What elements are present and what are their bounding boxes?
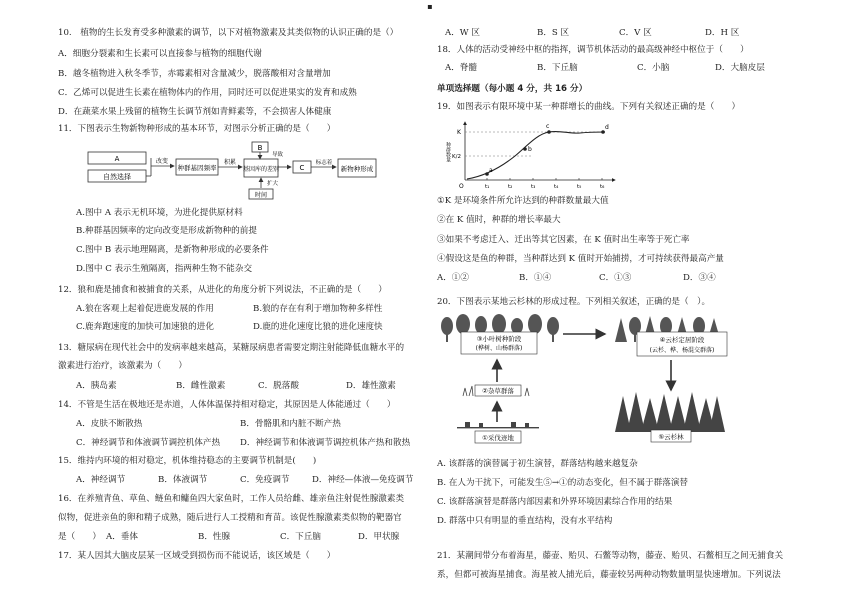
q11-option-b: B.种群基因频率的定向改变是形成新物种的前提 <box>76 226 257 236</box>
q17-option-a: A．W 区 <box>445 28 480 38</box>
point-c <box>547 130 551 134</box>
q15-stem: 15．维持内环境的相对稳定，机体维持稳态的主要调节机制是( ) <box>58 456 317 466</box>
k-half-label: K/2 <box>452 154 461 160</box>
stage2-label: ②杂草群落 <box>482 387 514 395</box>
x-tick-label: t₂ <box>508 184 513 190</box>
q20-option-b: B. 在人为干扰下，可能发生⑤→①的动态变化，但不属于群落演替 <box>437 478 689 488</box>
q14-option-d: D．神经调节和体液调节调控机体产热和散热 <box>240 438 411 448</box>
q13-option-c: C．脱落酸 <box>258 381 299 391</box>
stage4-label: ④云杉定居阶段 <box>659 336 705 344</box>
q21-line1: 21．某潮间带分布着海星，藤壶、贻贝、石鳖等动物，藤壶、贻贝、石鳖相互之间无捕食关 <box>437 551 784 561</box>
x-tick-label: t₁ <box>485 184 490 190</box>
point-a-label: a <box>489 167 493 174</box>
q19-statement-4: ④假设这是鱼的种群，当种群达到 K 值时开始捕捞，才可持续获得最高产量 <box>437 254 724 264</box>
q19-option-a: A．①② <box>437 273 469 283</box>
q20-succession-diagram <box>437 314 732 452</box>
point-b <box>523 147 527 151</box>
stage1-label: ①采伐迹地 <box>482 434 514 442</box>
q13-option-d: D．雄性激素 <box>346 381 396 391</box>
q17-option-b: B．S 区 <box>537 28 570 38</box>
q15-option-b: B．体液调节 <box>158 475 208 485</box>
q19-statement-2: ②在 K 值时，种群的增长率最大 <box>437 215 561 225</box>
point-c-label: c <box>546 123 550 130</box>
k-label: K <box>457 129 461 136</box>
q14-option-a: A．皮肤不断散热 <box>76 419 143 429</box>
q20-option-d: D. 群落中只有明显的垂直结构，没有水平结构 <box>437 516 613 526</box>
q17-stem: 17．某人因其大脑皮层某一区域受到损伤而不能说话，该区域是（ ） <box>58 551 336 561</box>
q12-option-d: D.鹿的进化速度比狼的进化速度快 <box>253 322 383 332</box>
q10-option-a: A．细胞分裂素和生长素可以直接参与植物的细胞代谢 <box>58 49 262 59</box>
q19-statement-3: ③如果不考虑迁入、迁出等其它因素，在 K 值时出生率等于死亡率 <box>437 235 690 245</box>
q18-option-c: C．小脑 <box>637 63 670 73</box>
q13-option-b: B．雌性激素 <box>176 381 226 391</box>
q10-option-b: B．越冬植物进入秋冬季节，赤霉素相对含量减少，脱落酸相对含量增加 <box>58 69 331 79</box>
y-axis-label: 种群数量 <box>445 142 451 162</box>
q16-option-b: B．性腺 <box>198 532 231 542</box>
stage4-sublabel: (云杉、桦、杨混交群落) <box>649 347 715 354</box>
q14-option-c: C．神经调节和体液调节调控机体产热 <box>76 438 221 448</box>
q16-option-d: D．甲状腺 <box>358 532 400 542</box>
q16-stem-line2: 似物，促进亲鱼的卵和精子成熟，随后进行人工授精和育苗。该促性腺激素类似物的靶器官 <box>58 513 402 523</box>
right-column <box>437 0 832 607</box>
q11-option-c: C.图中 B 表示地理隔离，是新物种形成的必要条件 <box>76 245 269 255</box>
time-label: 时间 <box>254 192 268 199</box>
box-gene-pool-label: 基因库的差别 <box>242 166 280 173</box>
q12-option-c: C.鹿奔跑速度的加快可加速狼的进化 <box>76 322 214 332</box>
q18-option-a: A．脊髓 <box>445 63 477 73</box>
q20-stem: 20．下图表示某地云杉林的形成过程。下列相关叙述，正确的是（ ）。 <box>437 297 711 307</box>
q17-option-d: D．H 区 <box>705 28 740 38</box>
q11-option-d: D.图中 C 表示生殖隔离，指两种生物不能杂交 <box>76 264 253 274</box>
q13-stem-line1: 13．糖尿病在现代社会中的发病率越来越高，某糖尿病患者需要定期注射能降低血糖水平的 <box>58 343 405 353</box>
q18-option-b: B．下丘脑 <box>537 63 578 73</box>
x-tick-label: t₄ <box>554 184 559 190</box>
x-tick-label: t₃ <box>531 184 536 190</box>
box-b-label: B <box>257 144 263 152</box>
stage1-stumps <box>457 422 539 428</box>
x-tick-label: t₆ <box>600 184 605 190</box>
lead-label: 导致 <box>272 152 284 158</box>
box-new-species-label: 新物种形成 <box>340 165 374 173</box>
x-tick-label: t₅ <box>577 184 582 190</box>
q21-line2: 系，但都可被海星捕食。海星被人捕光后，藤壶较另两种动物数量明显快速增加。下列说法 <box>437 570 781 580</box>
q14-option-b: B．骨骼肌和内脏不断产热 <box>240 419 341 429</box>
q16-stem-line1: 16．在养殖青鱼、草鱼、鲢鱼和鳙鱼四大家鱼时，工作人员给雌、雄亲鱼注射促性腺激素类 <box>58 494 405 504</box>
box-a-label: A <box>114 155 120 163</box>
q17-option-c: C．V 区 <box>619 28 652 38</box>
q19-stem: 19．如图表示有限环境中某一种群增长的曲线。下列有关叙述正确的是（ ） <box>437 102 741 112</box>
q20-option-c: C. 该群落演替是群落内部因素和外界环境因素综合作用的结果 <box>437 497 673 507</box>
q15-option-a: A．神经调节 <box>76 475 126 485</box>
q19-growth-graph <box>445 118 620 190</box>
left-column <box>58 0 433 607</box>
section-title: 单项选择题（每小题 4 分，共 16 分） <box>437 84 588 94</box>
origin-label: O <box>459 183 464 190</box>
box-a-sub: 自然选择 <box>103 173 131 181</box>
q11-option-a: A.图中 A 表示无机环境，为进化提供原材料 <box>76 208 243 218</box>
q10-option-d: D．在蔬菜水果上残留的植物生长调节剂如青鲜素等，不会损害人体健康 <box>58 107 332 117</box>
expand-label: 扩大 <box>267 181 279 187</box>
header-mark: ▪ <box>427 2 433 11</box>
q18-option-d: D．大脑皮层 <box>715 63 765 73</box>
box-frequency-label: 种群基因频率 <box>177 164 217 172</box>
box-a <box>88 152 151 182</box>
q12-option-b: B.狼的存在有利于增加物种多样性 <box>253 304 383 314</box>
q16-option-c: C．下丘脑 <box>280 532 321 542</box>
q13-option-a: A．胰岛素 <box>76 381 117 391</box>
accumulate-label: 积累 <box>223 159 237 166</box>
q10-option-c: C．乙烯可以促进生长素在植物体内的作用，同时还可以促进果实的发育和成熟 <box>58 88 357 98</box>
q20-option-a: A. 该群落的演替属于初生演替，群落结构越来越复杂 <box>437 459 638 469</box>
box-c-label: C <box>299 164 305 172</box>
q13-stem-line2: 激素进行治疗，该激素为（ ） <box>58 361 187 371</box>
q12-option-a: A.狼在客观上起着促进鹿发展的作用 <box>76 304 214 314</box>
q15-option-d: D．神经—体液—免疫调节 <box>312 475 414 485</box>
q10-stem: 10. 植物的生长发育受多种激素的调节，以下对植物激素及其类似物的认识正确的是（） <box>58 28 399 38</box>
stage5-spruce <box>615 392 725 432</box>
stage3-sublabel: (桦树、山杨群落) <box>475 345 523 352</box>
stage3-label: ③小叶树种阶段 <box>476 335 522 343</box>
q16-option-a: A．垂体 <box>106 532 138 542</box>
point-d-label: d <box>605 124 609 131</box>
q19-statement-1: ①K 是环境条件所允许达到的种群数量最大值 <box>437 196 609 206</box>
q11-stem: 11．下图表示生物新物种形成的基本环节，对图示分析正确的是（ ） <box>58 124 336 134</box>
change-label: 改变 <box>155 158 169 165</box>
stage5-label: ⑤云杉林 <box>658 433 684 441</box>
q14-stem: 14．不管是生活在极地还是赤道，人体体温保持相对稳定，其原因是人体能通过（ ） <box>58 400 396 410</box>
q18-stem: 18．人体的活动受神经中枢的指挥，调节机体活动的最高级神经中枢位于（ ） <box>437 45 749 55</box>
q12-stem: 12．狼和鹿是捕食和被捕食的关系，从进化的角度分析下列说法，不正确的是（ ） <box>58 285 387 295</box>
growth-curve <box>467 131 605 179</box>
q16-stem-line3: 是（ ） <box>58 532 101 542</box>
q15-option-c: C．免疫调节 <box>240 475 290 485</box>
point-b-label: b <box>528 146 532 153</box>
q19-option-c: C．①③ <box>599 273 632 283</box>
q19-option-b: B．①④ <box>519 273 552 283</box>
q11-diagram <box>86 140 386 202</box>
q19-option-d: D．③④ <box>683 273 716 283</box>
mark-label: 标志着 <box>315 160 333 166</box>
